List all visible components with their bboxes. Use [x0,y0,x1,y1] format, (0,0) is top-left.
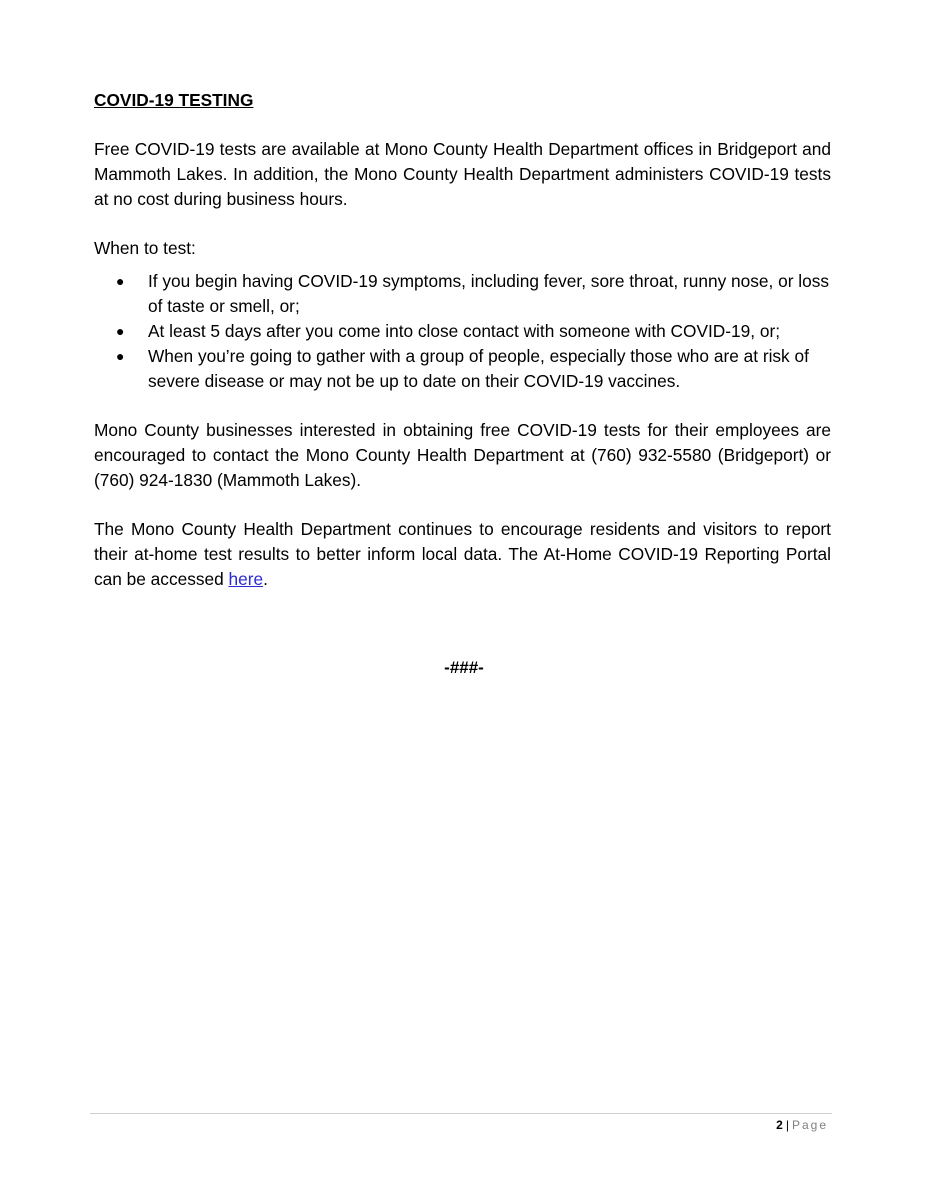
paragraph-testing-availability: Free COVID-19 tests are available at Mono County Health Department offices in Bridgeport and Mammoth Lakes. In addition, the Mono County Health Department administers COVID-19 tests at no cost during business hours. [94,139,831,209]
list-item [94,319,831,344]
page-footer [776,1118,828,1132]
reporting-portal-text: The Mono County Health Department continues to encourage residents and visitors to report their at-home test results to better inform local data. The At-Home COVID-19 Reporting Portal can be accessed [94,519,831,589]
paragraph-business-contact: Mono County businesses interested in obtaining free COVID-19 tests for their employees are encouraged to contact the Mono County Health Department at (760) 932-5580 (Bridgeport) or (760) 924-1830 (Mammoth Lakes). [94,420,831,490]
document-body [94,88,831,616]
list-item-text: At least 5 days after you come into close contact with someone with COVID-19, or; [148,321,781,341]
when-to-test-label: When to test: [94,238,196,258]
footer-divider [90,1113,832,1114]
list-item [94,344,831,394]
paragraph-reporting-portal [94,517,831,592]
bullet-icon: ● [116,273,125,289]
list-item-text: When you’re going to gather with a group of people, especially those who are at risk of severe disease or may not be up to date on their COVID-19 vaccines. [148,346,809,391]
page-label: Page [791,1118,828,1132]
when-to-test-list [94,269,831,394]
bullet-icon: ● [116,323,125,339]
page-number: 2 [776,1118,783,1132]
bullet-icon: ● [116,348,125,364]
closing-mark: -###- [444,658,484,677]
page-separator: | [785,1118,789,1132]
list-item [94,269,831,319]
list-item-text: If you begin having COVID-19 symptoms, including fever, sore throat, runny nose, or loss of taste or smell, or; [148,271,830,316]
reporting-portal-link[interactable]: here [228,569,264,589]
section-heading: COVID-19 TESTING [94,90,254,110]
reporting-portal-end: . [263,569,268,589]
